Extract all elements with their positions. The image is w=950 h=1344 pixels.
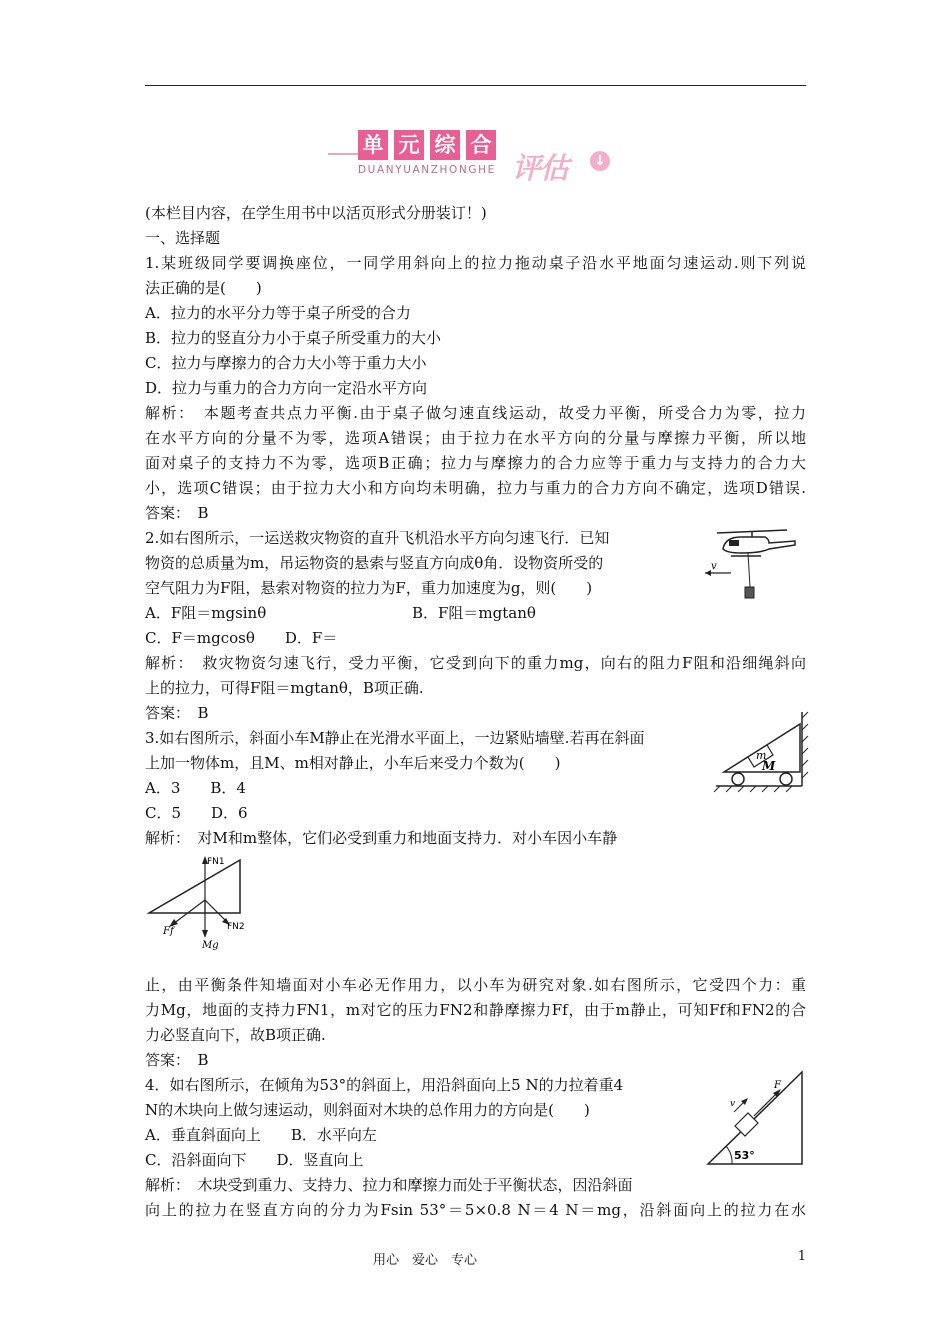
down-arrow-icon: ↓ [590,151,610,171]
answer-line: 答案： B [145,704,209,722]
question-text: N的木块向上做匀速运动，则斜面对木块的总作用力的方向是( ) [145,1101,590,1119]
banner-title: 评估 [512,151,569,185]
banner-pinyin: DUANYUANZHONGHE [358,164,496,176]
option-b: B．拉力的竖直分力小于桌子所受重力的大小 [145,329,442,347]
helicopter-figure [695,525,805,610]
analysis-text: 解析： 对M和m整体，它们必受到重力和地面支持力．对小车因小车静 [145,829,618,847]
analysis-text: 力必竖直向下，故B项正确. [145,1026,326,1044]
option-cd: C．5 D．6 [145,804,248,822]
option-d: D．拉力与重力的合力方向一定沿水平方向 [145,379,428,397]
analysis-text: 力Mg，地面的支持力FN1，m对它的压力FN2和静摩擦力Ff，由于m静止，可知Ff和FN2的合 [145,1001,806,1019]
cart-label: M [762,759,776,773]
velocity-label: v [730,1099,736,1109]
banner-char: 单 [358,130,388,160]
analysis-text: 解析： 本题考查共点力平衡.由于桌子做匀速直线运动，故受力平衡，所受合力为零，拉力 [145,404,806,422]
block-label: m [756,749,767,762]
option-a: A．拉力的水平分力等于桌子所受的合力 [145,304,411,322]
answer-line: 答案： B [145,1051,209,1069]
note-line: (本栏目内容，在学生用书中以活页形式分册装订！) [145,204,487,222]
option-ab: A．垂直斜面向上 B．水平向左 [145,1126,377,1144]
ff-label: Ff [163,926,174,937]
banner-char: 合 [466,130,496,160]
cart-figure [710,710,810,795]
question-text: 2.如右图所示，一运送救灾物资的直升飞机沿水平方向匀速飞行．已知 [145,529,610,547]
mg-label: Mg [202,940,219,951]
fn2-label: FN2 [227,922,245,932]
question-text: 1.某班级同学要调换座位，一同学用斜向上的拉力拖动桌子沿水平地面匀速运动.则下列说 [145,254,806,272]
question-text: 4．如右图所示，在倾角为53°的斜面上，用沿斜面向上5 N的力拉着重4 [145,1076,624,1094]
analysis-text: 面对桌子的支持力不为零，选项B正确；拉力与摩擦力的合力应等于重力与支持力的合力大 [145,454,806,472]
header-rule [145,85,806,86]
banner-char: 元 [394,130,424,160]
question-text: 空气阻力为F阻，悬索对物资的拉力为F，重力加速度为g，则( ) [145,579,593,597]
footer-motto: 用心 爱心 专心 [373,1253,478,1268]
angle-label: 53° [734,1149,755,1162]
unit-banner [328,124,628,190]
incline-figure [702,1068,810,1170]
analysis-text: 解析： 木块受到重力、支持力、拉力和摩擦力而处于平衡状态，因沿斜面 [145,1176,633,1194]
banner-char: 综 [430,130,460,160]
answer-line: 答案： B [145,504,209,522]
force-diagram [145,852,255,954]
question-text: 物资的总质量为m，吊运物资的悬索与竖直方向成θ角．设物资所受的 [145,554,604,572]
option-c: C．拉力与摩擦力的合力大小等于重力大小 [145,354,427,372]
option-cd: C．F＝mgcosθ D．F＝ [145,629,338,647]
fn1-label: FN1 [207,857,225,867]
analysis-text: 解析： 救灾物资匀速飞行，受力平衡，它受到向下的重力mg，向右的阻力F阻和沿细绳斜向 [145,654,806,672]
question-text: 法正确的是( ) [145,279,262,297]
analysis-text: 上的拉力，可得F阻＝mgtanθ，B项正确. [145,679,424,697]
option-a: A．F阻＝mgsinθ [145,604,267,622]
question-text: 上加一物体m，且M、m相对静止，小车后来受力个数为( ) [145,754,561,772]
velocity-label: v [711,561,717,572]
question-text: 3.如右图所示，斜面小车M静止在光滑水平面上，一边紧贴墙壁.若再在斜面 [145,729,645,747]
page-number: 1 [797,1249,806,1264]
option-ab: A．3 B．4 [145,779,246,797]
analysis-text: 止，由平衡条件知墙面对小车必无作用力，以小车为研究对象.如右图所示，它受四个力：重 [145,976,806,994]
section-heading: 一、选择题 [145,229,221,247]
option-cd: C．沿斜面向下 D．竖直向上 [145,1151,364,1169]
analysis-text: 在水平方向的分量不为零，选项A错误；由于拉力在水平方向的分量与摩擦力平衡，所以地 [145,429,806,447]
force-f-label: F [774,1080,781,1091]
analysis-text: 向上的拉力在竖直方向的分力为Fsin 53°＝5×0.8 N＝4 N＝mg，沿斜面向上的拉力在水 [145,1201,806,1219]
analysis-text: 小，选项C错误；由于拉力大小和方向均未明确，拉力与重力的合力方向不确定，选项D错误. [145,479,806,497]
option-b: B．F阻＝mgtanθ [412,604,536,622]
